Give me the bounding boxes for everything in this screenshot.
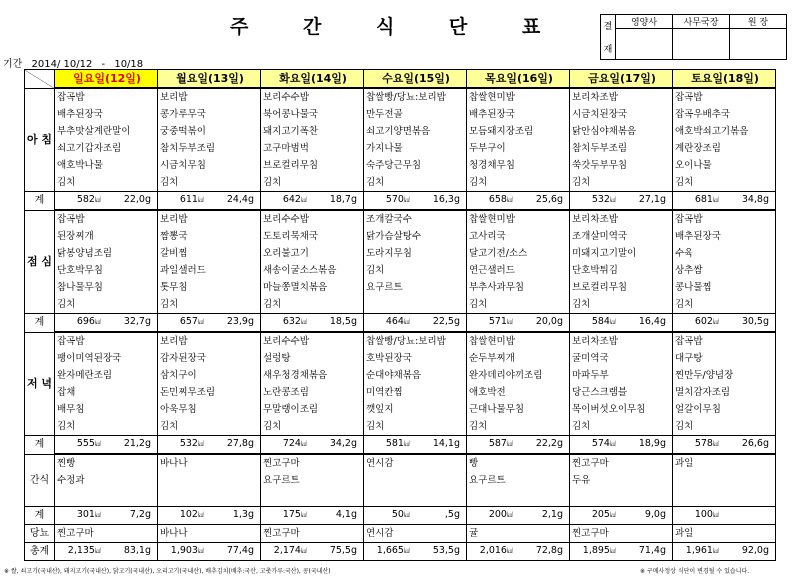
meal-total	[467, 192, 570, 211]
protein-value: 27,1g	[638, 194, 666, 205]
total-label: 계	[25, 314, 55, 333]
menu-item: 궁중떡볶이	[158, 123, 261, 140]
menu-item: 애호박전	[467, 384, 570, 401]
menu-item: 찐고구마	[570, 454, 673, 472]
menu-item: 김치	[364, 418, 467, 436]
menu-item: 보리수수밥	[261, 88, 364, 106]
meal-total	[261, 507, 364, 525]
meal-total	[570, 314, 673, 333]
weekly-menu-table	[24, 69, 776, 561]
meal-total	[158, 192, 261, 211]
menu-item: 팽이미역된장국	[55, 350, 158, 367]
grand-total	[364, 543, 467, 561]
meal-label: 아 침	[25, 88, 55, 192]
meal-total	[158, 507, 261, 525]
kcal-value: 611㎉	[179, 194, 204, 205]
menu-item: 삼치구이	[158, 367, 261, 384]
menu-item: 브로컬리무침	[570, 279, 673, 296]
menu-item: 김치	[570, 418, 673, 436]
grand-total	[673, 543, 776, 561]
signature-box[interactable]	[673, 29, 730, 60]
corner-cell	[25, 70, 55, 89]
kcal-value: 464㎉	[385, 316, 410, 327]
menu-item: 찹쌀빵/당뇨:보리밥	[364, 88, 467, 106]
kcal-value: 532㎉	[179, 438, 204, 449]
menu-item: 시금치된장국	[570, 106, 673, 123]
protein-value: 92,0g	[741, 545, 769, 556]
menu-item: 무말랭이조림	[261, 401, 364, 418]
diabetic-item: 귤	[467, 525, 570, 543]
menu-item: 김치	[570, 296, 673, 314]
menu-item: 완자데리야끼조림	[467, 367, 570, 384]
signature-box[interactable]	[730, 29, 787, 60]
menu-item: 연근샐러드	[467, 262, 570, 279]
kcal-value: 301㎉	[76, 509, 101, 520]
menu-item: 찹쌀빵/당뇨:보리밥	[364, 332, 467, 350]
menu-item: 김치	[364, 262, 467, 279]
menu-item: 쇠고기갑자조림	[55, 140, 158, 157]
menu-item: 김치	[467, 174, 570, 192]
kcal-value: 582㎉	[76, 194, 101, 205]
kcal-value: 657㎉	[179, 316, 204, 327]
meal-total	[364, 192, 467, 211]
menu-item: 김치	[261, 418, 364, 436]
grand-total-label: 총계	[25, 543, 55, 561]
grand-total	[261, 543, 364, 561]
menu-item: 당근스크램블	[570, 384, 673, 401]
meal-label: 점 심	[25, 210, 55, 314]
meal-total	[673, 192, 776, 211]
menu-item: 새송이굴소스볶음	[261, 262, 364, 279]
protein-value: 20,0g	[535, 316, 563, 327]
meal-total	[467, 314, 570, 333]
kcal-value: 100㎉	[694, 509, 719, 520]
menu-item: 김치	[261, 174, 364, 192]
kcal-value: 1,961㎉	[685, 545, 719, 556]
protein-value: 34,2g	[329, 438, 357, 449]
kcal-value: 1,895㎉	[582, 545, 616, 556]
menu-item: 참치두부조림	[158, 140, 261, 157]
protein-value: 7,2g	[129, 509, 151, 520]
diabetic-item: 찐고구마	[55, 525, 158, 543]
menu-item: 북어콩나물국	[261, 106, 364, 123]
menu-item	[467, 489, 570, 507]
menu-item: 배추된장국	[467, 106, 570, 123]
menu-item: 콩나물찜	[673, 279, 776, 296]
origin-note: ※ 쌀, 쇠고기(국내산), 돼지고기(국내산), 닭고기(국내산), 오리고기(국내산), 배추김치(배추:국산, 고춧가루:국산), 콩(국내산)	[4, 568, 331, 575]
menu-item: 대구탕	[673, 350, 776, 367]
menu-item: 찐고구마	[261, 454, 364, 472]
kcal-value: 175㎉	[282, 509, 307, 520]
menu-item: 연시감	[364, 454, 467, 472]
menu-item: 요구르트	[261, 472, 364, 489]
kcal-value: 102㎉	[179, 509, 204, 520]
menu-item	[158, 489, 261, 507]
menu-item: 찹쌀현미밥	[467, 88, 570, 106]
protein-value: 22,2g	[535, 438, 563, 449]
menu-item: 김치	[55, 174, 158, 192]
menu-item: 보리차조밥	[570, 332, 673, 350]
day-header: 일요일(12일)	[55, 70, 158, 89]
menu-item: 오이나물	[673, 157, 776, 174]
diabetic-item: 찐고구마	[261, 525, 364, 543]
protein-value: 9,0g	[644, 509, 666, 520]
menu-item: 콩가루무국	[158, 106, 261, 123]
meal-total	[467, 507, 570, 525]
kcal-value: 584㎉	[591, 316, 616, 327]
menu-item: 배추된장국	[55, 106, 158, 123]
protein-value: 23,9g	[226, 316, 254, 327]
protein-value: 22,5g	[432, 316, 460, 327]
kcal-value: 2,135㎉	[67, 545, 101, 556]
diabetic-item: 찐고구마	[570, 525, 673, 543]
menu-item: 설렁탕	[261, 350, 364, 367]
menu-item: 바나나	[158, 454, 261, 472]
menu-item: 부추맛살계란말이	[55, 123, 158, 140]
menu-item: 돼지고기폭찬	[261, 123, 364, 140]
menu-item: 닭가슴살탕수	[364, 228, 467, 245]
kcal-value: 681㎉	[694, 194, 719, 205]
menu-item: 배추된장국	[673, 228, 776, 245]
protein-value: ,5g	[444, 509, 460, 520]
kcal-value: 200㎉	[488, 509, 513, 520]
menu-item	[364, 296, 467, 314]
menu-item: 호박된장국	[364, 350, 467, 367]
meal-total	[55, 192, 158, 211]
menu-item: 애호박쇠고기볶음	[673, 123, 776, 140]
diabetic-item: 바나나	[158, 525, 261, 543]
period-label: 기간	[3, 59, 23, 70]
menu-item: 두부구이	[467, 140, 570, 157]
menu-item: 미돼지고기말이	[570, 245, 673, 262]
menu-item: 김치	[570, 174, 673, 192]
menu-item: 아욱무침	[158, 401, 261, 418]
menu-item: 애호박나물	[55, 157, 158, 174]
protein-value: 75,5g	[329, 545, 357, 556]
protein-value: 71,4g	[638, 545, 666, 556]
protein-value: 32,7g	[123, 316, 151, 327]
kcal-value: 642㎉	[282, 194, 307, 205]
period-dash: -	[101, 59, 106, 70]
signature-box[interactable]	[616, 29, 673, 60]
protein-value: 21,2g	[123, 438, 151, 449]
kcal-value: 581㎉	[385, 438, 410, 449]
menu-item: 김치	[261, 296, 364, 314]
menu-item	[364, 472, 467, 489]
meal-total	[261, 192, 364, 211]
meal-total	[364, 436, 467, 455]
protein-value: 26,6g	[741, 438, 769, 449]
approval-box	[600, 14, 787, 60]
menu-item: 잡채	[55, 384, 158, 401]
menu-item: 깻잎지	[364, 401, 467, 418]
grand-total	[570, 543, 673, 561]
menu-item: 마늘쫑멸치볶음	[261, 279, 364, 296]
kcal-value: 555㎉	[76, 438, 101, 449]
protein-value: 77,4g	[226, 545, 254, 556]
meal-total	[467, 436, 570, 455]
menu-item: 순두부찌개	[467, 350, 570, 367]
meal-total	[55, 507, 158, 525]
menu-item: 새우청경채볶음	[261, 367, 364, 384]
protein-value: 1,3g	[232, 509, 254, 520]
menu-item: 잡곡밥	[55, 332, 158, 350]
meal-total	[570, 507, 673, 525]
kcal-value: 574㎉	[591, 438, 616, 449]
menu-item: 찐빵	[55, 454, 158, 472]
protein-value: 72,8g	[535, 545, 563, 556]
menu-item: 잡곡밥	[55, 210, 158, 228]
menu-item: 빵	[467, 454, 570, 472]
menu-item: 참나물무침	[55, 279, 158, 296]
menu-item: 요구르트	[364, 279, 467, 296]
menu-item	[673, 489, 776, 507]
menu-item: 잡곡밥	[673, 332, 776, 350]
protein-value: 83,1g	[123, 545, 151, 556]
kcal-value: 2,016㎉	[479, 545, 513, 556]
menu-item: 오리불고기	[261, 245, 364, 262]
protein-value: 4,1g	[335, 509, 357, 520]
menu-item: 김치	[467, 418, 570, 436]
menu-item: 잡곡밥	[55, 88, 158, 106]
protein-value: 2,1g	[541, 509, 563, 520]
menu-item: 김치	[158, 174, 261, 192]
period	[3, 55, 149, 70]
kcal-value: 658㎉	[488, 194, 513, 205]
menu-item: 조개칼국수	[364, 210, 467, 228]
menu-item: 보리밥	[158, 210, 261, 228]
menu-item: 찹쌀현미밥	[467, 210, 570, 228]
menu-item: 완자메란조림	[55, 367, 158, 384]
menu-item: 모듬돼지장조림	[467, 123, 570, 140]
menu-item: 요구르트	[467, 472, 570, 489]
menu-item: 수육	[673, 245, 776, 262]
menu-item: 보리수수밥	[261, 332, 364, 350]
menu-item: 김치	[364, 174, 467, 192]
menu-item: 조개살미역국	[570, 228, 673, 245]
protein-value: 34,8g	[741, 194, 769, 205]
menu-item: 굴미역국	[570, 350, 673, 367]
menu-item	[261, 489, 364, 507]
menu-item: 과일	[673, 454, 776, 472]
total-label: 계	[25, 507, 55, 525]
menu-item: 닭봉양념조림	[55, 245, 158, 262]
meal-total	[364, 507, 467, 525]
change-note: ※ 구매사정상 식단이 변경될 수 있습니다.	[640, 568, 750, 575]
kcal-value: 532㎉	[591, 194, 616, 205]
day-header: 월요일(13일)	[158, 70, 261, 89]
approval-role: 사무국장	[673, 15, 730, 29]
menu-item: 김치	[55, 296, 158, 314]
menu-item: 도토리묵채국	[261, 228, 364, 245]
menu-item: 보리밥	[158, 88, 261, 106]
meal-total	[158, 436, 261, 455]
menu-item: 보리차조밥	[570, 210, 673, 228]
menu-item: 순대야채볶음	[364, 367, 467, 384]
kcal-value: 1,665㎉	[376, 545, 410, 556]
menu-item: 보리수수밥	[261, 210, 364, 228]
day-header: 수요일(15일)	[364, 70, 467, 89]
grand-total	[158, 543, 261, 561]
meal-total	[673, 436, 776, 455]
menu-item: 감자된장국	[158, 350, 261, 367]
menu-item: 김치	[467, 296, 570, 314]
menu-item: 달고기전/소스	[467, 245, 570, 262]
day-header: 목요일(16일)	[467, 70, 570, 89]
menu-item: 만두전골	[364, 106, 467, 123]
menu-item: 된장찌개	[55, 228, 158, 245]
menu-item: 돈민찌무조림	[158, 384, 261, 401]
menu-item: 상추쌈	[673, 262, 776, 279]
kcal-value: 205㎉	[591, 509, 616, 520]
meal-total	[158, 314, 261, 333]
day-header: 금요일(17일)	[570, 70, 673, 89]
kcal-value: 571㎉	[488, 316, 513, 327]
menu-item: 김치	[673, 174, 776, 192]
menu-item: 김치	[158, 296, 261, 314]
meal-total	[261, 314, 364, 333]
kcal-value: 602㎉	[694, 316, 719, 327]
day-header: 토요일(18일)	[673, 70, 776, 89]
protein-value: 18,9g	[638, 438, 666, 449]
day-header: 화요일(14일)	[261, 70, 364, 89]
meal-label: 저 녁	[25, 332, 55, 436]
protein-value: 16,4g	[638, 316, 666, 327]
menu-item	[55, 489, 158, 507]
kcal-value: 578㎉	[694, 438, 719, 449]
meal-total	[570, 192, 673, 211]
grand-total	[467, 543, 570, 561]
menu-item: 멸치감자조림	[673, 384, 776, 401]
diabetic-label: 당뇨	[25, 525, 55, 543]
menu-item	[158, 472, 261, 489]
menu-item: 찹쌀현미밥	[467, 332, 570, 350]
period-end: 10/18	[114, 59, 144, 70]
menu-item: 잡곡밥	[673, 210, 776, 228]
menu-item: 미역칸찜	[364, 384, 467, 401]
menu-item	[570, 489, 673, 507]
meal-total	[364, 314, 467, 333]
kcal-value: 570㎉	[385, 194, 410, 205]
kcal-value: 587㎉	[488, 438, 513, 449]
menu-item: 시금치무침	[158, 157, 261, 174]
menu-item: 잡곡우배추국	[673, 106, 776, 123]
menu-item: 쇠고기양면볶음	[364, 123, 467, 140]
menu-item: 단호박튀김	[570, 262, 673, 279]
protein-value: 18,5g	[329, 316, 357, 327]
menu-item: 쑥갓두부무침	[570, 157, 673, 174]
page-title: 주 간 식 단 표	[230, 16, 565, 38]
meal-total	[673, 314, 776, 333]
menu-item: 짬뽕국	[158, 228, 261, 245]
menu-item: 김치	[158, 418, 261, 436]
menu-item: 목이버섯오이무침	[570, 401, 673, 418]
kcal-value: 632㎉	[282, 316, 307, 327]
menu-item: 배무침	[55, 401, 158, 418]
menu-item: 잡곡밥	[673, 88, 776, 106]
menu-item: 찐만두/양념장	[673, 367, 776, 384]
day-header-row	[25, 70, 776, 89]
meal-total	[570, 436, 673, 455]
kcal-value: 2,174㎉	[273, 545, 307, 556]
menu-item: 숙주당근무침	[364, 157, 467, 174]
menu-item: 보리밥	[158, 332, 261, 350]
menu-item: 얼갈이무침	[673, 401, 776, 418]
menu-item: 계란장조림	[673, 140, 776, 157]
meal-label: 간식	[25, 454, 55, 507]
menu-item: 노란콩조림	[261, 384, 364, 401]
protein-value: 30,5g	[741, 316, 769, 327]
menu-item: 브로컬리무침	[261, 157, 364, 174]
menu-item: 도라지무침	[364, 245, 467, 262]
total-label: 계	[25, 436, 55, 455]
diabetic-item: 연시감	[364, 525, 467, 543]
protein-value: 14,1g	[432, 438, 460, 449]
kcal-value: 50㎉	[391, 509, 410, 520]
protein-value: 27,8g	[226, 438, 254, 449]
menu-item: 김치	[55, 418, 158, 436]
kcal-value: 1,903㎉	[170, 545, 204, 556]
kcal-value: 696㎉	[76, 316, 101, 327]
meal-total	[673, 507, 776, 525]
protein-value: 18,7g	[329, 194, 357, 205]
diabetic-item: 과일	[673, 525, 776, 543]
menu-item: 청경채무침	[467, 157, 570, 174]
meal-total	[55, 436, 158, 455]
menu-item: 참치두부조림	[570, 140, 673, 157]
menu-item: 근대나물무침	[467, 401, 570, 418]
period-start: 2014/ 10/12	[31, 59, 93, 70]
menu-item: 고구마범벅	[261, 140, 364, 157]
approval-role: 원 장	[730, 15, 787, 29]
menu-item: 과일샐러드	[158, 262, 261, 279]
menu-item: 보리차조밥	[570, 88, 673, 106]
menu-item	[364, 489, 467, 507]
protein-value: 53,5g	[432, 545, 460, 556]
approval-side-label: 결 재	[601, 15, 616, 60]
approval-role: 영양사	[616, 15, 673, 29]
protein-value: 22,0g	[123, 194, 151, 205]
menu-item: 단호박무침	[55, 262, 158, 279]
menu-item: 갈비찜	[158, 245, 261, 262]
menu-item: 김치	[673, 418, 776, 436]
menu-item: 마파두부	[570, 367, 673, 384]
protein-value: 25,6g	[535, 194, 563, 205]
menu-item: 닭안심야채볶음	[570, 123, 673, 140]
grand-total	[55, 543, 158, 561]
protein-value: 24,4g	[226, 194, 254, 205]
menu-item	[673, 472, 776, 489]
total-label: 계	[25, 192, 55, 211]
protein-value: 16,3g	[432, 194, 460, 205]
menu-item: 가지나물	[364, 140, 467, 157]
meal-total	[55, 314, 158, 333]
menu-item: 톳무침	[158, 279, 261, 296]
menu-item: 부추사과무침	[467, 279, 570, 296]
menu-item: 두유	[570, 472, 673, 489]
menu-item: 고사리국	[467, 228, 570, 245]
meal-total	[261, 436, 364, 455]
menu-item: 수정과	[55, 472, 158, 489]
menu-item: 김치	[673, 296, 776, 314]
kcal-value: 724㎉	[282, 438, 307, 449]
